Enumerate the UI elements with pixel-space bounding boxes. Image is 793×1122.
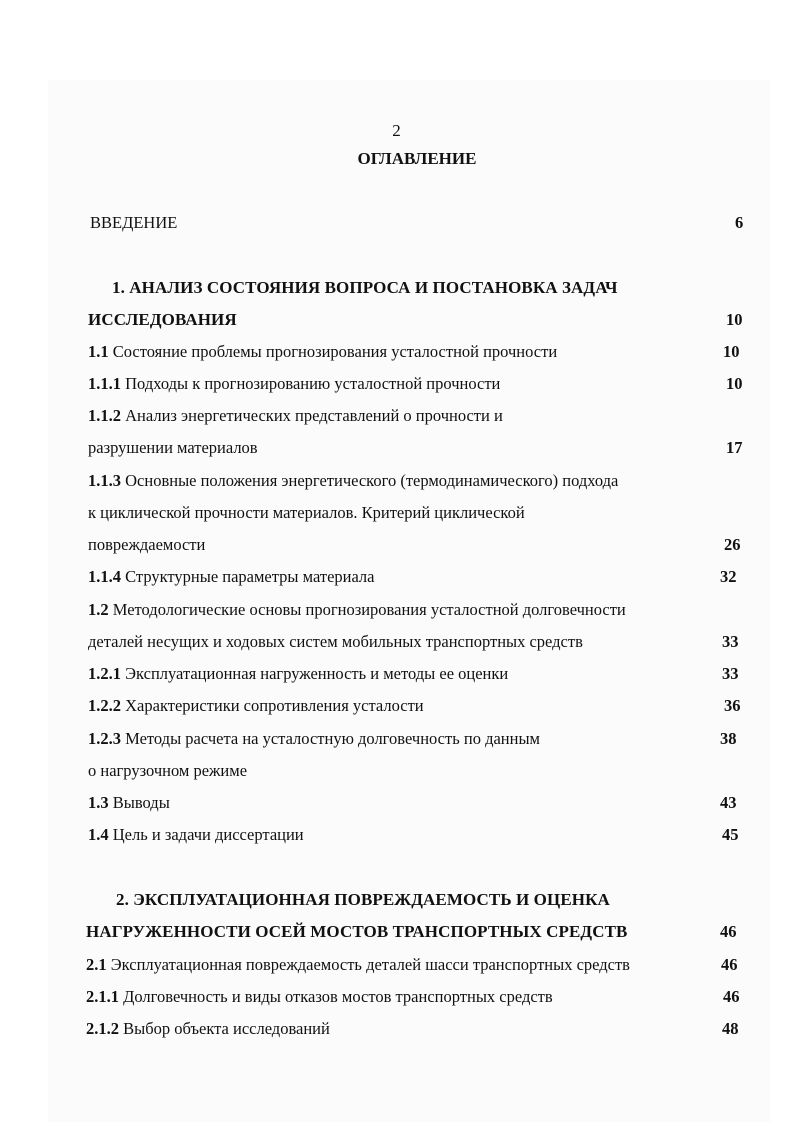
toc-entry-2-1[interactable] <box>86 955 630 975</box>
toc-page-1-1-3: 26 <box>724 535 741 554</box>
toc-entry-1-1-2-cont[interactable]: разрушении материалов <box>88 438 258 457</box>
toc-text: Основные положения энергетического (термодинамического) подхода <box>121 471 619 490</box>
page-title: ОГЛАВЛЕНИЕ <box>357 149 477 168</box>
toc-entry-1-1-4[interactable] <box>88 567 375 587</box>
toc-text: Цель и задачи диссертации <box>108 825 304 844</box>
toc-page-1-1-4: 32 <box>720 567 737 586</box>
toc-text: Состояние проблемы прогнозирования усталостной прочности <box>108 342 558 361</box>
toc-entry-1-1-3-cont2[interactable]: повреждаемости <box>88 535 206 554</box>
toc-number: 1.1.1 <box>88 374 121 393</box>
toc-text: Выбор объекта исследований <box>119 1019 330 1038</box>
toc-chapter-2-title[interactable]: 2. ЭКСПЛУАТАЦИОННАЯ ПОВРЕЖДАЕМОСТЬ И ОЦЕНКА <box>116 890 610 909</box>
toc-number: 1.2.1 <box>88 664 121 683</box>
toc-number: 1.1.4 <box>88 567 121 586</box>
toc-page-2-1-1: 46 <box>723 987 740 1006</box>
toc-text: Характеристики сопротивления усталости <box>121 696 424 715</box>
toc-page-1-3: 43 <box>720 793 737 812</box>
toc-entry-1-2-cont[interactable]: деталей несущих и ходовых систем мобильных транспортных средств <box>88 632 583 651</box>
toc-text: Структурные параметры материала <box>121 567 375 586</box>
toc-number: 1.4 <box>88 825 109 844</box>
toc-text: Долговечность и виды отказов мостов транспортных средств <box>119 987 553 1006</box>
toc-page-1-4: 45 <box>722 825 739 844</box>
toc-entry-1-3[interactable] <box>88 793 170 813</box>
toc-page-2-1-2: 48 <box>722 1019 739 1038</box>
toc-text: Анализ энергетических представлений о прочности и <box>121 406 503 425</box>
toc-text: Методы расчета на усталостную долговечность по данным <box>121 729 540 748</box>
toc-number: 1.1.3 <box>88 471 121 490</box>
toc-page-intro: 6 <box>735 213 744 232</box>
toc-entry-1-1-3[interactable] <box>88 471 618 491</box>
toc-page-1-1: 10 <box>723 342 740 361</box>
toc-number: 1.2.3 <box>88 729 121 748</box>
toc-text: Подходы к прогнозированию усталостной прочности <box>121 374 501 393</box>
toc-chapter-1-title-cont[interactable]: ИССЛЕДОВАНИЯ <box>88 310 237 329</box>
toc-chapter-2-title-cont[interactable]: НАГРУЖЕННОСТИ ОСЕЙ МОСТОВ ТРАНСПОРТНЫХ СРЕДСТВ <box>86 922 628 941</box>
toc-page-1-2-1: 33 <box>722 664 739 683</box>
toc-entry-1-2-3-cont[interactable]: о нагрузочном режиме <box>88 761 248 780</box>
toc-number: 1.1 <box>88 342 109 361</box>
toc-page-chapter-1: 10 <box>726 310 743 329</box>
toc-page-1-2-3: 38 <box>720 729 737 748</box>
toc-entry-2-1-1[interactable] <box>86 987 553 1007</box>
toc-entry-1-1[interactable] <box>88 342 557 362</box>
toc-number: 2.1 <box>86 955 107 974</box>
toc-number: 1.2.2 <box>88 696 121 715</box>
toc-page-chapter-2: 46 <box>720 922 737 941</box>
toc-text: Эксплуатационная нагруженность и методы ее оценки <box>121 664 509 683</box>
toc-text: Выводы <box>108 793 170 812</box>
toc-page-1-1-2: 17 <box>726 438 743 457</box>
toc-entry-1-2-2[interactable] <box>88 696 424 716</box>
toc-entry-1-2[interactable] <box>88 600 626 620</box>
toc-page-1-2-2: 36 <box>724 696 741 715</box>
toc-page-1-1-1: 10 <box>726 374 743 393</box>
toc-entry-intro[interactable]: ВВЕДЕНИЕ <box>90 213 178 232</box>
toc-page-1-2: 33 <box>722 632 739 651</box>
toc-entry-2-1-2[interactable] <box>86 1019 330 1039</box>
toc-text: Методологические основы прогнозирования усталостной долговечности <box>108 600 626 619</box>
toc-entry-1-1-2[interactable] <box>88 406 503 426</box>
toc-entry-1-2-1[interactable] <box>88 664 508 684</box>
toc-chapter-1-title[interactable]: 1. АНАЛИЗ СОСТОЯНИЯ ВОПРОСА И ПОСТАНОВКА ЗАДАЧ <box>112 278 618 297</box>
toc-entry-1-1-3-cont[interactable]: к циклической прочности материалов. Критерий циклической <box>88 503 525 522</box>
toc-page-2-1: 46 <box>721 955 738 974</box>
toc-entry-1-4[interactable] <box>88 825 304 845</box>
toc-number: 2.1.1 <box>86 987 119 1006</box>
toc-number: 1.3 <box>88 793 109 812</box>
page-number: 2 <box>392 121 401 140</box>
toc-number: 1.1.2 <box>88 406 121 425</box>
toc-entry-1-1-1[interactable] <box>88 374 500 394</box>
toc-number: 1.2 <box>88 600 109 619</box>
toc-entry-1-2-3[interactable] <box>88 729 540 749</box>
toc-text: Эксплуатационная повреждаемость деталей шасси транспортных средств <box>106 955 630 974</box>
toc-number: 2.1.2 <box>86 1019 119 1038</box>
